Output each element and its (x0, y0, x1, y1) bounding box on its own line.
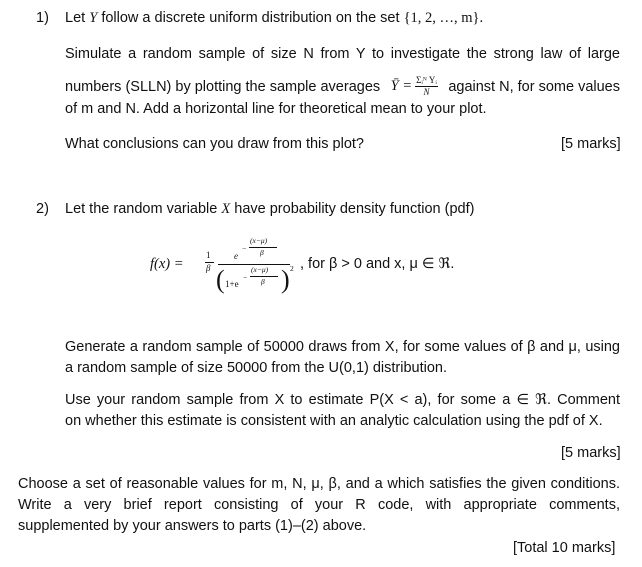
pdf-exp-num-2: (x−μ) (251, 265, 269, 274)
question-2-intro: Let the random variable X have probability density function (pdf) (65, 201, 475, 217)
question-2-generate-line-2: a random sample of size 50000 from the U(0,1) distribution. (65, 360, 448, 376)
pdf-power: 2 (290, 264, 294, 273)
var-y: Y (89, 10, 98, 26)
question-2-use-line-1: Use your random sample from X to estimate P(X < a), for some a ∈ ℜ. Comment (65, 392, 620, 408)
question-1-prompt: What conclusions can you draw from this plot? (65, 136, 364, 152)
question-2-number: 2) (36, 201, 49, 217)
question-1-para-line-2: numbers (SLLN) by plotting the sample averages Ȳ = $\frac{\text{Σᵢᴺ Yᵢ}}{N}$ against N, for some values (65, 75, 620, 97)
question-2-generate-line-1: Generate a random sample of 50000 draws from X, for some values of β and μ, using (65, 339, 620, 355)
pdf-e-numerator: e (234, 251, 238, 261)
pdf-one: 1 (206, 250, 211, 260)
question-1-marks: [5 marks] (561, 136, 621, 152)
closing-line-1: Choose a set of reasonable values for m, N, μ, β, and a which satisfies the given conditions. (18, 476, 620, 492)
pdf-exp-den-2: β (261, 277, 265, 286)
pdf-left-paren: ( (216, 265, 225, 294)
pdf-beta: β (206, 263, 211, 273)
set-expression: {1, 2, …, m}. (403, 10, 484, 26)
closing-line-3: supplemented by your answers to parts (1)–(2) above. (18, 518, 367, 534)
pdf-minus-sign-2: − (243, 273, 248, 282)
total-marks: [Total 10 marks] (513, 540, 616, 556)
closing-line-2: Write a very brief report consisting of your R code, with appropriate comments, (18, 497, 620, 513)
pdf-minus-sign: − (242, 244, 247, 253)
pdf-exp-den: β (260, 248, 264, 257)
question-2-use-line-2: on whether this estimate is consistent with an analytic calculation using the pdf of X. (65, 413, 603, 429)
pdf-exp-num: (x−μ) (250, 236, 268, 245)
sum-fraction: $\frac{\text{Σᵢᴺ Yᵢ}}{N}$ (416, 75, 437, 97)
pdf-one-plus-e: 1+e (225, 279, 239, 289)
sample-average-formula: Ȳ = $\frac{\text{Σᵢᴺ Yᵢ}}{N}$ (390, 75, 437, 97)
question-1-line-1: Let Y follow a discrete uniform distribution on the set {1, 2, …, m}. (65, 10, 484, 26)
question-2-marks: [5 marks] (561, 445, 621, 461)
pdf-lhs: f(x) = (150, 256, 184, 272)
question-1-number: 1) (36, 10, 49, 26)
pdf-condition: , for β > 0 and x, μ ∈ ℜ. (300, 256, 455, 272)
pdf-formula (150, 232, 480, 302)
question-1-para-line-3: of m and N. Add a horizontal line for theoretical mean to your plot. (65, 101, 487, 117)
question-1-para-line-1: Simulate a random sample of size N from Y to investigate the strong law of large (65, 46, 620, 62)
pdf-right-paren: ) (281, 265, 290, 294)
